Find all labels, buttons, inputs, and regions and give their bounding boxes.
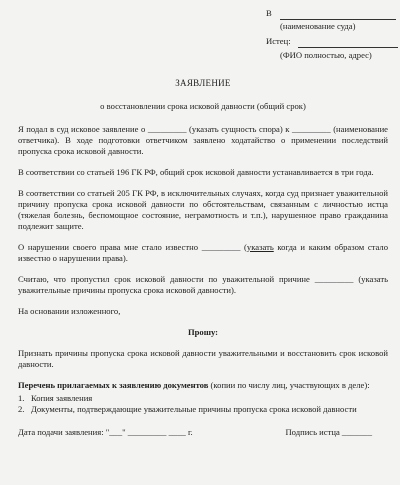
footer [18, 427, 388, 438]
attachments-heading [18, 380, 388, 391]
list-item-text: Копия заявления [31, 392, 93, 403]
violation-link[interactable]: указать [246, 241, 274, 252]
list-item-number: 2. [18, 403, 25, 414]
request-heading: Прошу: [187, 326, 219, 337]
court-blank [280, 8, 396, 20]
plaintiff-prefix: Истец: [266, 36, 291, 46]
paragraph-claim: Я подал в суд исковое заявление о _________ (указать сущность спора) к _________ (наименование ответчика). В ходе подготовки ответчиком заявлено ходатайство о применении последствий пропуска срока исковой давности. [18, 123, 388, 156]
paragraph-article-205: В соответствии со статьей 205 ГК РФ, в исключительных случаях, когда суд признает уважительной причину пропуска срока исковой давности по обстоятельствам, связанным с личностью истца (тяжелая болезнь, беспомощное состояние, неграмотность и т.п.), нарушенное право гражданина подлежит защите. [18, 187, 388, 231]
list-item [18, 393, 388, 404]
court-hint: (наименование суда) [280, 21, 356, 31]
list-item [18, 404, 388, 415]
violation-text-before: О нарушении своего права мне стало известно _________ ( [18, 241, 247, 252]
plaintiff-blank [298, 36, 398, 48]
paragraph-conclusion: На основании изложенного, [18, 305, 121, 316]
document-title: ЗАЯВЛЕНИЕ [175, 78, 231, 88]
plaintiff-line [266, 36, 398, 48]
court-line [266, 8, 396, 20]
paragraph-article-196: В соответствии со статьей 196 ГК РФ, общий срок исковой давности устанавливается в три года. [18, 166, 374, 177]
header-block [18, 8, 388, 64]
document-subtitle: о восстановлении срока исковой давности (общий срок) [100, 100, 306, 111]
paragraph-violation [18, 242, 388, 264]
violation-text-after: когда и каким образом стало известно о нарушении права). [18, 241, 388, 263]
to-prefix: В [266, 8, 272, 18]
attachments-heading-bold: Перечень прилагаемых к заявлению документов [18, 379, 209, 390]
attachments-heading-rest: (копии по числу лиц, участвующих в деле): [208, 379, 370, 390]
paragraph-reasons: Считаю, что пропустил срок исковой давности по уважительной причине _________ (указать уважительные причины пропуска срока исковой давности). [18, 273, 388, 295]
submission-date: Дата подачи заявления: "___" _________ ____ г. [18, 426, 193, 437]
attachments-list [18, 380, 388, 415]
list-item-text: Документы, подтверждающие уважительные причины пропуска срока исковой давности [31, 403, 357, 414]
signature-line: Подпись истца _______ [285, 426, 372, 437]
plaintiff-hint: (ФИО полностью, адрес) [280, 50, 372, 60]
request-text: Признать причины пропуска срока исковой давности уважительными и восстановить срок исковой давности. [18, 347, 388, 369]
list-item-number: 1. [18, 392, 25, 403]
